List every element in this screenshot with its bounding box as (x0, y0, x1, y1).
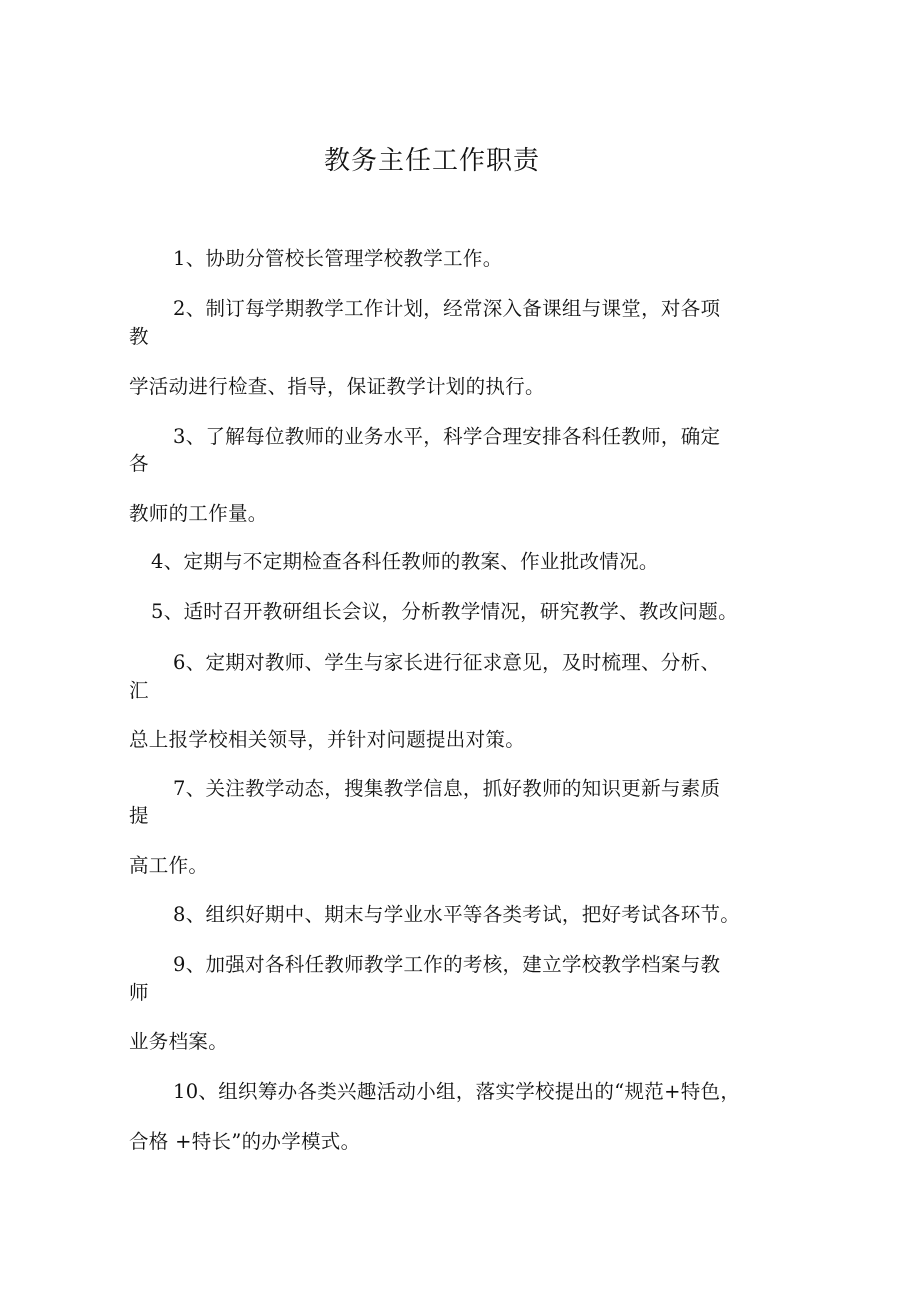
duty-2-line-1: 2、制订每学期教学工作计划，经常深入备课组与课堂，对各项 (173, 297, 721, 320)
duty-10-line-2: 合格 +特长”的办学模式。 (129, 1130, 361, 1153)
duty-1-line-1: 1、协助分管校长管理学校教学工作。 (173, 247, 503, 270)
duty-5-line-1: 5、适时召开教研组长会议，分析教学情况，研究教学、教改问题。 (151, 600, 738, 623)
duty-4-line-1: 4、定期与不定期检查各科任教师的教案、作业批改情况。 (151, 550, 659, 573)
duty-2-line-2: 教 (129, 325, 149, 348)
duty-9-line-1: 9、加强对各科任教师教学工作的考核，建立学校教学档案与教 (173, 953, 721, 976)
duty-3-line-1: 3、了解每位教师的业务水平，科学合理安排各科任教师，确定 (173, 425, 721, 448)
duty-7-line-1: 7、关注教学动态，搜集教学信息，抓好教师的知识更新与素质 (173, 777, 721, 800)
document-title: 教务主任工作职责 (323, 146, 540, 176)
duty-9-line-3: 业务档案。 (129, 1030, 229, 1053)
duty-7-line-2: 提 (129, 804, 149, 827)
duty-3-line-2: 各 (129, 452, 149, 475)
duty-7-line-3: 高工作。 (129, 854, 209, 877)
duty-2-line-3: 学活动进行检查、指导，保证教学计划的执行。 (129, 375, 545, 398)
duty-10-line-1: 10、组织筹办各类兴趣活动小组，落实学校提出的“规范+特色， (173, 1080, 741, 1103)
duty-6-line-2: 汇 (129, 679, 149, 702)
duty-6-line-3: 总上报学校相关领导，并针对问题提出对策。 (129, 728, 526, 751)
duty-3-line-3: 教师的工作量。 (129, 502, 268, 525)
duty-8-line-1: 8、组织好期中、期末与学业水平等各类考试，把好考试各环节。 (173, 903, 741, 926)
duty-6-line-1: 6、定期对教师、学生与家长进行征求意见，及时梳理、分析、 (173, 651, 721, 674)
duty-9-line-2: 师 (129, 981, 149, 1004)
